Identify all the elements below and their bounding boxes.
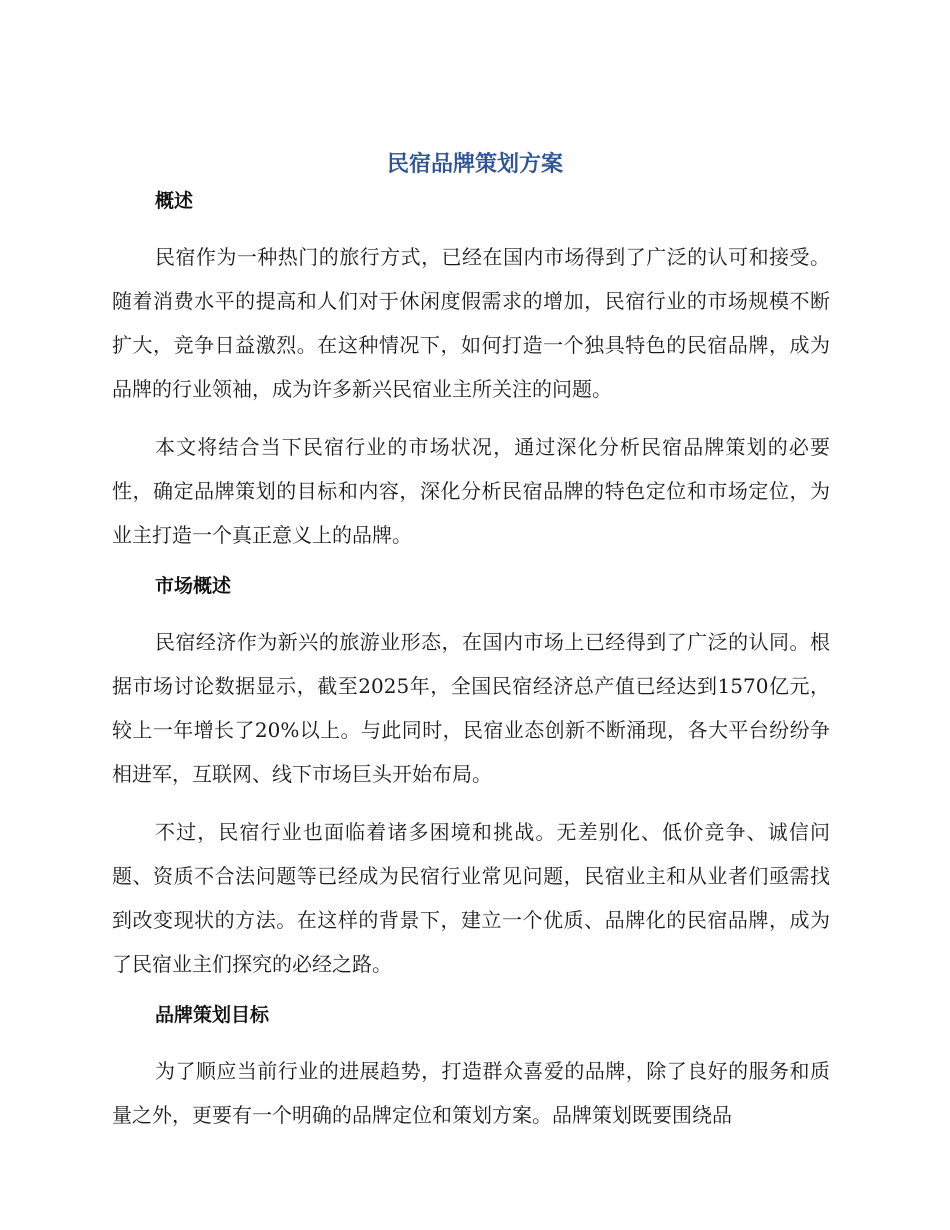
section-heading-brand-goals: 品牌策划目标 <box>155 1004 270 1026</box>
section-heading-overview: 概述 <box>155 190 194 212</box>
paragraph: 民宿经济作为新兴的旅游业形态，在国内市场上已经得到了广泛的认同。根据市场讨论数据显示，截至2025年，全国民宿经济总产值已经达到1570亿元，较上一年增长了20%以上。与此同时，民宿业态创新不断涌现，各大平台纷纷争相进军，互联网、线下市场巨头开始布局。 <box>112 630 830 786</box>
paragraph: 为了顺应当前行业的进展趋势，打造群众喜爱的品牌，除了良好的服务和质量之外，更要有一个明确的品牌定位和策划方案。品牌策划既要围绕品 <box>112 1059 830 1127</box>
document-title: 民宿品牌策划方案 <box>386 152 563 177</box>
section-heading-market-overview: 市场概述 <box>155 575 232 597</box>
document-body <box>112 184 830 1137</box>
paragraph: 不过，民宿行业也面临着诸多困境和挑战。无差别化、低价竞争、诚信问题、资质不合法问题等已经成为民宿行业常见问题，民宿业主和从业者们亟需找到改变现状的方法。在这样的背景下，建立一个优质、品牌化的民宿品牌，成为了民宿业主们探究的必经之路。 <box>112 820 830 976</box>
paragraph: 本文将结合当下民宿行业的市场状况，通过深化分析民宿品牌策划的必要性，确定品牌策划的目标和内容，深化分析民宿品牌的特色定位和市场定位，为业主打造一个真正意义上的品牌。 <box>112 435 830 547</box>
paragraph: 民宿作为一种热门的旅行方式，已经在国内市场得到了广泛的认可和接受。随着消费水平的提高和人们对于休闲度假需求的增加，民宿行业的市场规模不断扩大，竞争日益激烈。在这种情况下，如何打造一个独具特色的民宿品牌，成为品牌的行业领袖，成为许多新兴民宿业主所关注的问题。 <box>112 245 830 401</box>
